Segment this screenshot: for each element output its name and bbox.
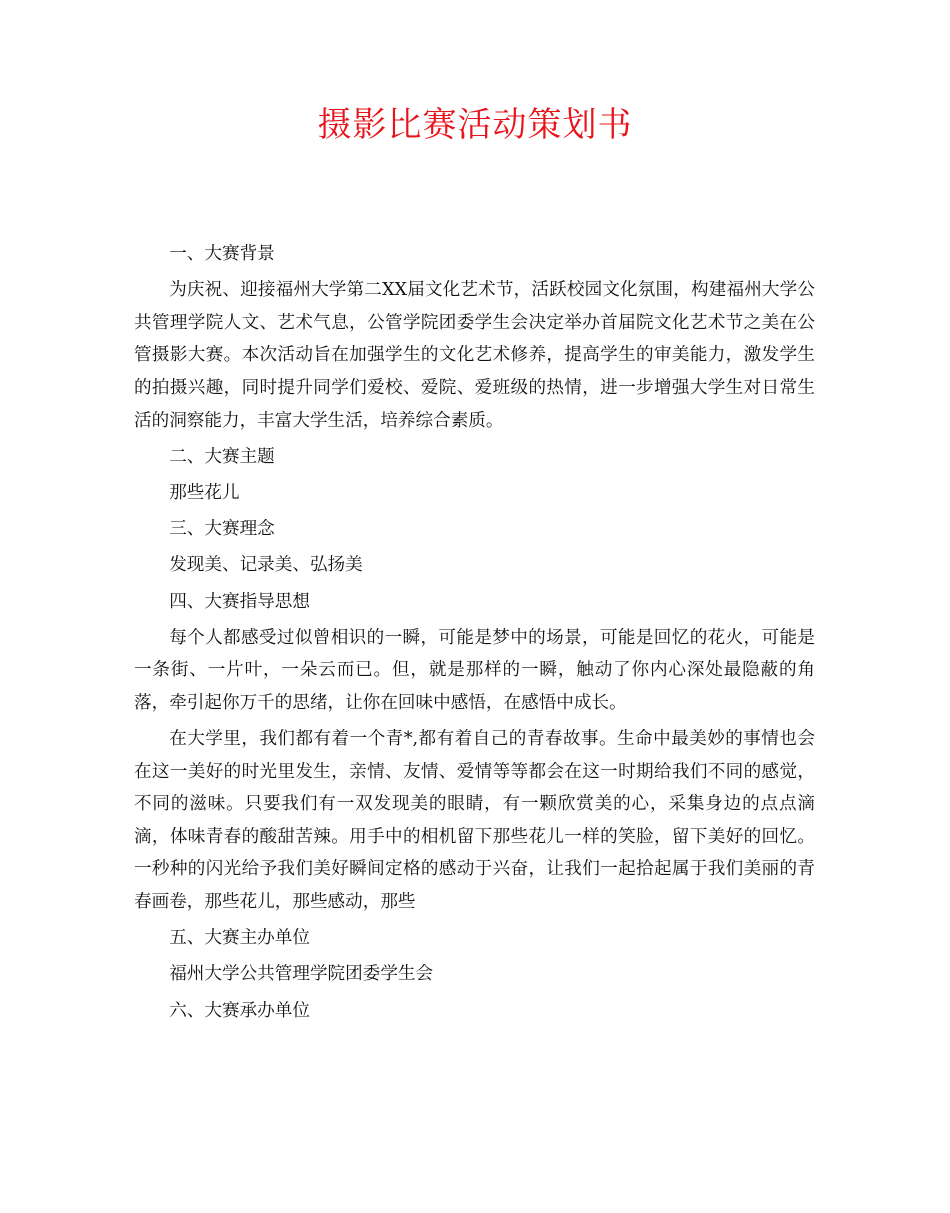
section-heading-theme: 二、大赛主题 [169,446,275,467]
paragraph-background: 为庆祝、迎接福州大学第二XX届文化艺术节，活跃校园文化氛围，构建福州大学公共管理学院人文、艺术气息，公管学院团委学生会决定举办首届院文化艺术节之美在公管摄影大赛。本次活动旨在加强学生的文化艺术修养，提高学生的审美能力，激发学生的拍摄兴趣，同时提升同学们爱校、爱院、爱班级的热情，进一步增强大学生对日常生活的洞察能力，丰富大学生活，培养综合素质。 [134,280,815,431]
section-heading-organizer: 五、大赛主办单位 [169,928,310,949]
paragraph-guiding-idea-2: 在大学里，我们都有着一个青*,都有着自己的青春故事。生命中最美妙的事情也会在这一美好的时光里发生，亲情、友情、爱情等等都会在这一时期给我们不同的感觉，不同的滋味。只要我们有一双发现美的眼睛，有一颗欣赏美的心，采集身边的点点滴滴，体味青春的酸甜苦辣。用手中的相机留下那些花儿一样的笑脸，留下美好的回忆。一秒种的闪光给予我们美好瞬间定格的感动于兴奋，让我们一起拾起属于我们美丽的青春画卷，那些花儿，那些感动，那些 [134,729,815,913]
document-title: 摄影比赛活动策划书 [317,105,633,145]
document-body [134,238,815,1027]
section-heading-guiding-idea: 四、大赛指导思想 [169,591,310,612]
section-heading-undertaker: 六、大赛承办单位 [169,1000,310,1021]
paragraph-guiding-idea-1: 每个人都感受过似曾相识的一瞬，可能是梦中的场景，可能是回忆的花火，可能是一条街、一片叶，一朵云而已。但，就是那样的一瞬，触动了你内心深处最隐蔽的角落，牵引起你万千的思绪，让你在回味中感悟，在感悟中成长。 [134,627,815,713]
paragraph-concept: 发现美、记录美、弘扬美 [169,555,363,576]
section-heading-concept: 三、大赛理念 [169,519,275,540]
paragraph-theme: 那些花儿 [169,482,240,503]
section-heading-background: 一、大赛背景 [169,244,275,264]
paragraph-organizer: 福州大学公共管理学院团委学生会 [169,964,434,985]
